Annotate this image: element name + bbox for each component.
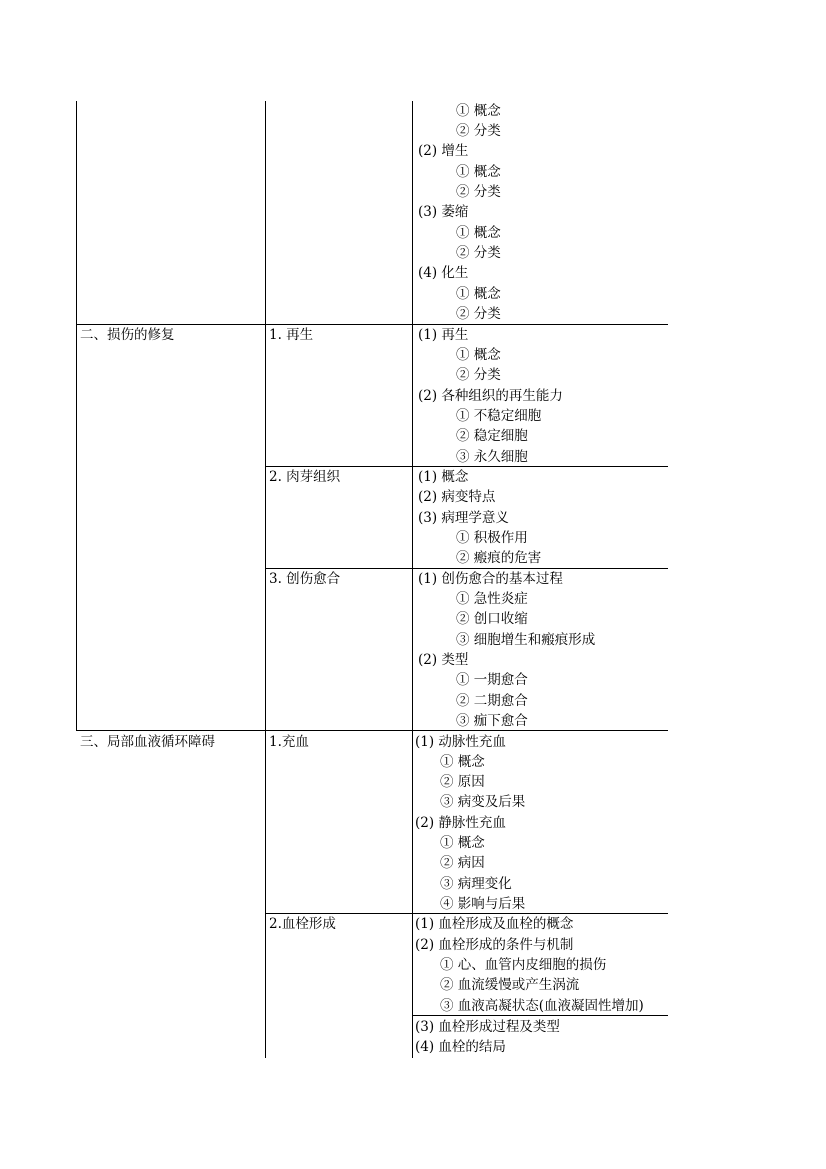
content-line: ① 概念 [456,225,501,241]
item-label: 2. 肉芽组织 [269,469,341,485]
column-divider-1 [265,101,266,1058]
content-line: (3) 血栓形成过程及类型 [415,1019,560,1035]
content-line: ① 积极作用 [456,530,528,546]
content-line: ① 概念 [440,754,485,770]
content-line: ① 概念 [456,286,501,302]
content-line: (3) 萎缩 [418,204,469,220]
content-line: ① 不稳定细胞 [456,408,542,424]
content-line: ② 分类 [456,367,501,383]
content-line: (1) 再生 [418,327,469,343]
content-line: ② 创口收缩 [456,611,528,627]
content-line: ② 病因 [440,855,485,871]
content-line: (1) 概念 [418,469,469,485]
content-line: ① 急性炎症 [456,591,528,607]
content-line: ③ 痂下愈合 [456,713,528,729]
content-line: (3) 病理学意义 [418,510,509,526]
item-label: 1.充血 [269,734,309,750]
table-left-border [76,101,77,731]
content-line: (1) 血栓形成及血栓的概念 [415,916,574,932]
content-line: ③ 血液高凝状态(血液凝固性增加) [440,998,644,1014]
item-label: 2.血栓形成 [269,916,336,932]
content-line: ② 瘢痕的危害 [456,550,542,566]
column-divider-2 [412,101,413,1058]
content-line: (4) 化生 [418,265,469,281]
content-line: ② 分类 [456,123,501,139]
section-title: 三、局部血液循环障碍 [80,734,215,750]
content-line: ① 概念 [456,164,501,180]
content-line: ② 分类 [456,306,501,322]
content-line: (2) 血栓形成的条件与机制 [415,937,574,953]
content-line: ④ 影响与后果 [440,896,526,912]
row-rule-section3 [76,730,668,731]
content-line: ① 概念 [456,347,501,363]
content-line: ① 心、血管内皮细胞的损伤 [440,957,607,973]
content-line: (2) 类型 [418,652,469,668]
content-line: ② 原因 [440,774,485,790]
content-line: ③ 细胞增生和瘢痕形成 [456,632,596,648]
content-line: (1) 创伤愈合的基本过程 [418,571,563,587]
item-label: 3. 创伤愈合 [269,571,341,587]
content-line: ② 分类 [456,184,501,200]
content-line: ① 概念 [456,103,501,119]
content-line: ② 稳定细胞 [456,428,528,444]
content-line: ③ 病理变化 [440,876,512,892]
content-line: (2) 静脉性充血 [415,815,506,831]
content-line: (4) 血栓的结局 [415,1039,506,1055]
content-line: ② 分类 [456,245,501,261]
content-line: ② 血流缓慢或产生涡流 [440,977,580,993]
content-line: ③ 病变及后果 [440,794,526,810]
content-line: (2) 增生 [418,143,469,159]
section-title: 二、损伤的修复 [80,327,175,343]
content-line: ① 概念 [440,835,485,851]
item-label: 1. 再生 [269,327,314,343]
content-line: (1) 动脉性充血 [415,734,506,750]
content-line: (2) 病变特点 [418,489,496,505]
content-line: ② 二期愈合 [456,693,528,709]
content-line: ① 一期愈合 [456,672,528,688]
content-line: (2) 各种组织的再生能力 [418,388,563,404]
content-line: ③ 永久细胞 [456,449,528,465]
